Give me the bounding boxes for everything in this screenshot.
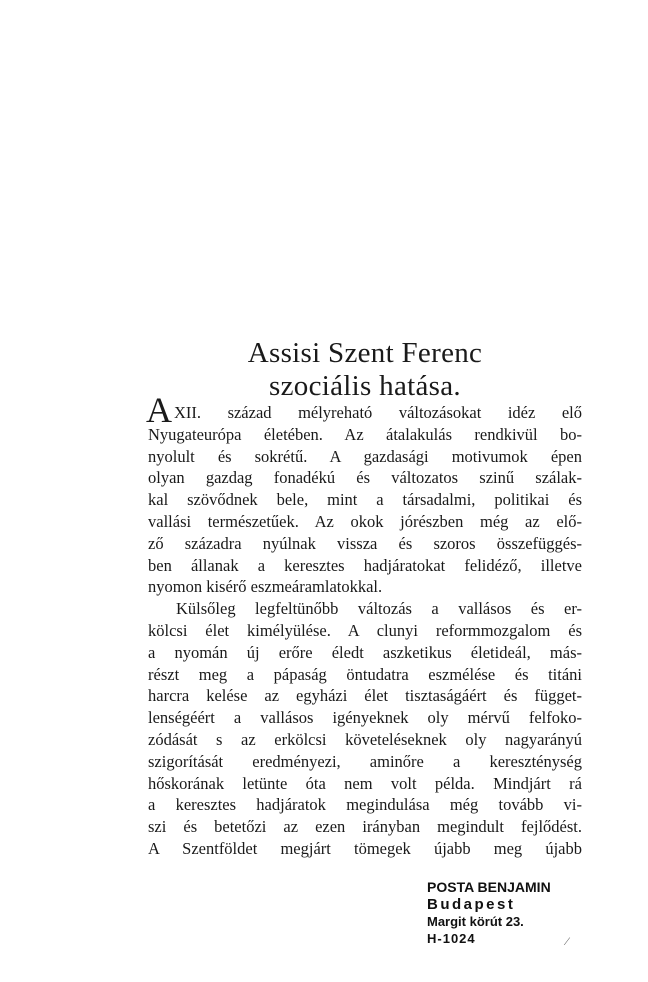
text-line: nyolult és sokrétű. A gazdasági motivumok épen <box>148 446 582 466</box>
text-line: zódását s az erkölcsi követeléseknek oly nagyarányú <box>148 729 582 749</box>
text-line: Nyugateurópa életében. Az átalakulás rendkivül bo- <box>148 424 582 444</box>
text-line: szigorítását eredményezi, aminőre a kereszténység <box>148 751 582 771</box>
text-line: a nyomán új erőre éledt aszketikus életideál, más- <box>148 642 582 662</box>
text-line: a keresztes hadjáratok megindulása még tovább vi- <box>148 795 582 815</box>
stamp-name: POSTA BENJAMIN <box>427 879 551 895</box>
title-line-1: Assisi Szent Ferenc <box>247 337 483 369</box>
text-line: harcra kelése az egyházi élet tisztaságáért és függet- <box>148 686 582 706</box>
text-line: kölcsi élet kimélyülése. A clunyi reformmozgalom és <box>148 620 582 640</box>
stamp-city: Budapest <box>427 896 516 913</box>
body-text <box>146 390 582 860</box>
paragraph-2 <box>148 598 582 860</box>
text-line: kal szövődnek bele, mint a társadalmi, politikai és <box>148 490 582 510</box>
library-stamp <box>427 879 551 947</box>
text-line: vallási természetűek. Az okok jórészben még az elő- <box>148 511 582 531</box>
text-line: ben állanak a keresztes hadjáratokat felidéző, illetve <box>148 555 582 575</box>
stamp-postcode: H-1024 <box>427 931 476 946</box>
title-line-2: szociális hatása. <box>269 370 461 402</box>
text-line: hőskorának letünte óta nem volt példa. Mindjárt rá <box>148 773 582 793</box>
text-line: szi és betetőzi az ezen irányban megindult fejlődést. <box>148 817 582 837</box>
text-line: részt meg a pápaság öntudatra eszmélése és titáni <box>148 664 582 684</box>
text-line: A Szentföldet megjárt tömegek újabb meg újabb <box>148 838 582 858</box>
drop-cap: A <box>146 390 172 430</box>
text-line: ző századra nyúlnak vissza és szoros összefüggés- <box>148 533 582 553</box>
paragraph-1 <box>146 390 582 598</box>
text-line-content: XII. század mélyreható változásokat idéz elő <box>174 403 582 422</box>
text-line: lenségéért a vallásos igényeknek oly mérvű felfoko- <box>148 708 582 728</box>
text-line <box>146 390 582 430</box>
text-line: olyan gazdag fonadékú és változatos szinű szálak- <box>148 468 582 488</box>
text-line: nyomon kisérő eszmeáramlatokkal. <box>148 577 383 597</box>
margin-mark: ⁄ <box>566 934 569 948</box>
text-line: Külsőleg legfeltünőbb változás a vallásos és er- <box>176 599 582 619</box>
stamp-street: Margit körút 23. <box>427 914 524 929</box>
